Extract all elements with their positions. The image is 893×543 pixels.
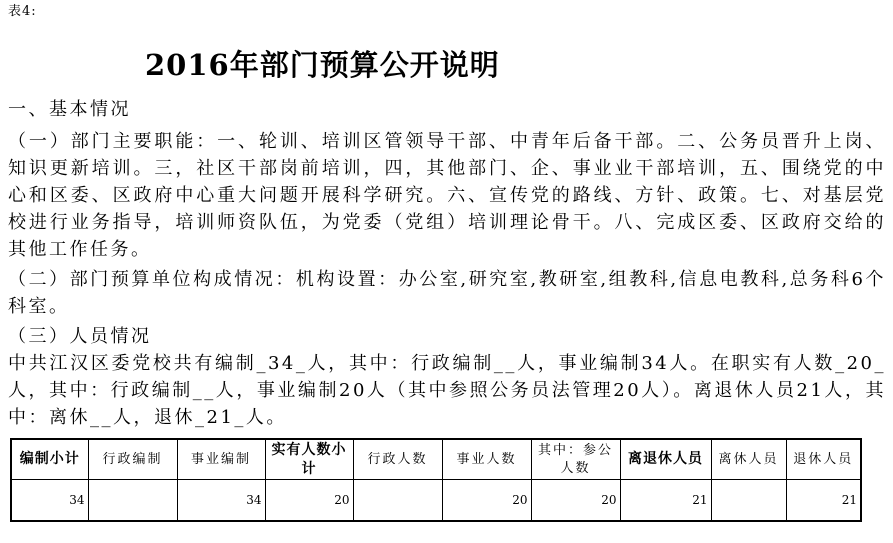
cell-tuixiu-renyuan: 21 xyxy=(786,480,861,522)
paragraph-main-functions: （一）部门主要职能：一、轮训、培训区管领导干部、中青年后备干部。二、公务员晋升上岗、知识更新培训。三，社区干部岗前培训，四，其他部门、企、事业业干部培训，五、围绕党的中心和区委、区政府中心重大问题开展科学研究。六、宣传党的路线、方针、政策。七、对基层党校进行业务指导，培训师资队伍，为党委（党组）培训理论骨干。八、完成区委、区政府交给的其他工作任务。 xyxy=(8,131,886,260)
table-number-label: 表4: xyxy=(8,4,37,19)
cell-xingzheng-bianzhi xyxy=(88,480,177,522)
cell-shiyou-renshu-xiaoji: 20 xyxy=(265,480,353,522)
table-header-row xyxy=(11,439,861,480)
column-header-tuixiu-renyuan: 退休人员 xyxy=(786,439,861,480)
personnel-table xyxy=(10,438,862,522)
cell-lituixiu-renyuan: 21 xyxy=(620,480,711,522)
column-header-xingzheng-renshu: 行政人数 xyxy=(353,439,442,480)
cell-shiye-bianzhi: 34 xyxy=(177,480,265,522)
column-header-lixiu-renyuan: 离休人员 xyxy=(711,439,786,480)
cell-lixiu-renyuan xyxy=(711,480,786,522)
column-header-bianzhi-xiaoji: 编制小计 xyxy=(11,439,88,480)
column-header-shiye-bianzhi: 事业编制 xyxy=(177,439,265,480)
cell-shiye-renshu: 20 xyxy=(442,480,531,522)
column-header-lituixiu-renyuan: 离退休人员 xyxy=(620,439,711,480)
column-header-xingzheng-bianzhi: 行政编制 xyxy=(88,439,177,480)
document-title: 2016年部门预算公开说明 xyxy=(145,48,500,82)
cell-bianzhi-xiaoji: 34 xyxy=(11,480,88,522)
subsection-heading-personnel: （三）人员情况 xyxy=(8,326,152,347)
column-header-shiyou-renshu-xiaoji: 实有人数小计 xyxy=(265,439,353,480)
column-header-shiye-renshu: 事业人数 xyxy=(442,439,531,480)
paragraph-personnel-details: 中共江汉区委党校共有编制_34_人，其中：行政编制__人，事业编制34人。在职实有人数_20_人，其中：行政编制__人，事业编制20人（其中参照公务员法管理20人）。离退休人员21人，其中：离休__人，退休_21_人。 xyxy=(8,353,886,428)
paragraph-budget-units: （二）部门预算单位构成情况：机构设置：办公室,研究室,教研室,组教科,信息电教科,总务科6个科室。 xyxy=(8,269,886,317)
column-header-cangong-renshu: 其中：参公人数 xyxy=(531,439,620,480)
table-data-row xyxy=(11,480,861,522)
cell-cangong-renshu: 20 xyxy=(531,480,620,522)
section-heading-basic-info: 一、基本情况 xyxy=(8,99,131,120)
cell-xingzheng-renshu xyxy=(353,480,442,522)
